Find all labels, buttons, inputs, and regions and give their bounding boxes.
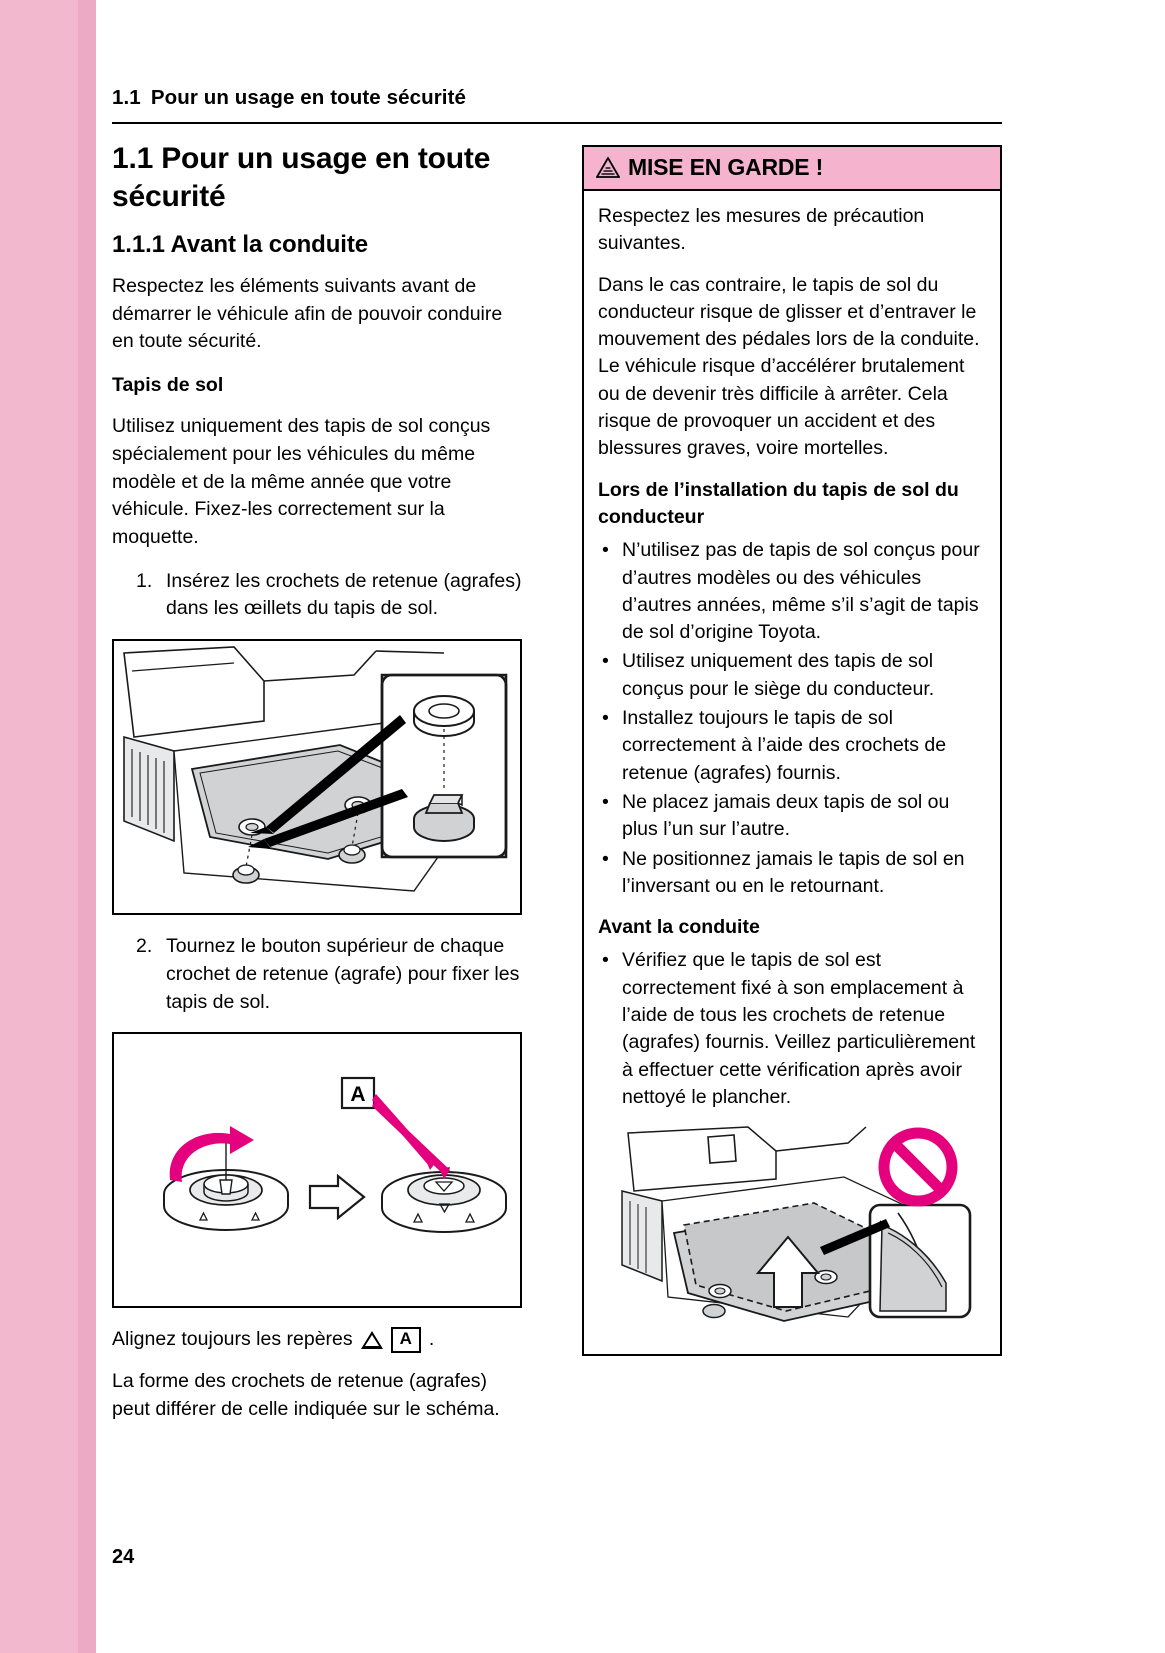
alignment-caption-period: . [428, 1328, 435, 1351]
figure-hook-rotation-svg [114, 1034, 520, 1306]
step-marker: 2. [136, 935, 153, 958]
page-content [112, 0, 1002, 1653]
right-column [582, 145, 1002, 1356]
warning-intro: Respectez les mesures de précaution suivantes. [598, 205, 925, 255]
closing-note: La forme des crochets de retenue (agrafes) peut différer de celle indiquée sur le schéma. [112, 1369, 500, 1420]
warning-paragraph-1: Dans le cas contraire, le tapis de sol du conducteur risque de glisser et d’entraver le mouvement des pédales lors de la conduite. Le véhicule risque d’accélérer brutalement ou de devenir très difficile à arrêter. Cela risque de provoquer un accident et des blessures graves, voire mortelles. [598, 273, 980, 460]
figure-stacked-mats-svg [598, 1125, 982, 1340]
triangle-mark-icon [361, 1331, 383, 1349]
list-item [112, 933, 522, 1016]
warning-header-text: MISE EN GARDE ! [628, 154, 824, 180]
step-marker: 1. [136, 569, 153, 592]
warning-triangle-icon [596, 157, 620, 179]
step-text: Insérez les crochets de retenue (agrafes) dans les œillets du tapis de sol. [166, 569, 522, 620]
running-header-title: Pour un usage en toute sécurité [150, 86, 467, 109]
warning-panel [582, 145, 1002, 1356]
alignment-caption-text: Alignez toujours les repères [112, 1328, 353, 1351]
intro-paragraph: Respectez les éléments suivants avant de démarrer le véhicule afin de pouvoir conduire en toute sécurité. [112, 275, 503, 353]
step-text: Tournez le bouton supérieur de chaque crochet de retenue (agrafe) pour fixer les tapis de sol. [166, 935, 520, 1013]
label-a-box: A [391, 1327, 421, 1353]
subsection-title: 1.1.1 Avant la conduite [112, 231, 368, 258]
steps-list-2 [112, 933, 522, 1016]
svg-text:A: A [350, 1083, 366, 1107]
figure-floor-mat-hooks [112, 639, 522, 915]
list-item: • N’utilisez pas de tapis de sol conçus pour d’autres modèles ou des véhicules d’autres années, même s’il s’agit de tapis de sol d’origine Toyota. [598, 537, 986, 646]
left-column [112, 140, 522, 1439]
figure-floor-mat-hooks-svg [114, 641, 520, 913]
warning-subheading-1: Lors de l’installation du tapis de sol du conducteur [598, 478, 959, 528]
floor-mat-paragraph: Utilisez uniquement des tapis de sol conçus spécialement pour les véhicules du même modèle et de la même année que votre véhicule. Fixez-les correctement sur la moquette. [112, 415, 491, 549]
warning-bullets-1 [598, 537, 986, 900]
warning-body [584, 191, 1000, 1354]
figure-stacked-mats-prohibited [598, 1125, 982, 1340]
list-item: • Ne positionnez jamais le tapis de sol en l’inversant ou en le retournant. [598, 846, 986, 901]
page-number: 24 [112, 1546, 135, 1568]
warning-bullets-2 [598, 947, 986, 1111]
list-item: • Utilisez uniquement des tapis de sol conçus pour le siège du conducteur. [598, 648, 986, 703]
header-divider [112, 122, 1002, 124]
running-header [112, 86, 1002, 110]
page-edge-band-inner [78, 0, 96, 1653]
list-item: • Ne placez jamais deux tapis de sol ou plus l’un sur l’autre. [598, 789, 986, 844]
warning-subheading-2: Avant la conduite [598, 916, 760, 939]
warning-header [584, 147, 1000, 191]
list-item: • Installez toujours le tapis de sol correctement à l’aide des crochets de retenue (agrafes) fournis. [598, 705, 986, 787]
floor-mat-lead: Tapis de sol [112, 374, 224, 397]
running-header-number: 1.1 [112, 86, 141, 109]
page-edge-band-outer [0, 0, 78, 1653]
figure-hook-rotation [112, 1032, 522, 1308]
list-item [112, 568, 522, 623]
page-title: 1.1 Pour un usage en toute sécurité [112, 142, 491, 213]
list-item: • Vérifiez que le tapis de sol est correctement fixé à son emplacement à l’aide de tous les crochets de retenue (agrafes) fournis. Veillez particulièrement à effectuer cette vérification après avoir nettoyé le plancher. [598, 947, 986, 1111]
steps-list-1 [112, 568, 522, 623]
alignment-caption [112, 1326, 522, 1354]
